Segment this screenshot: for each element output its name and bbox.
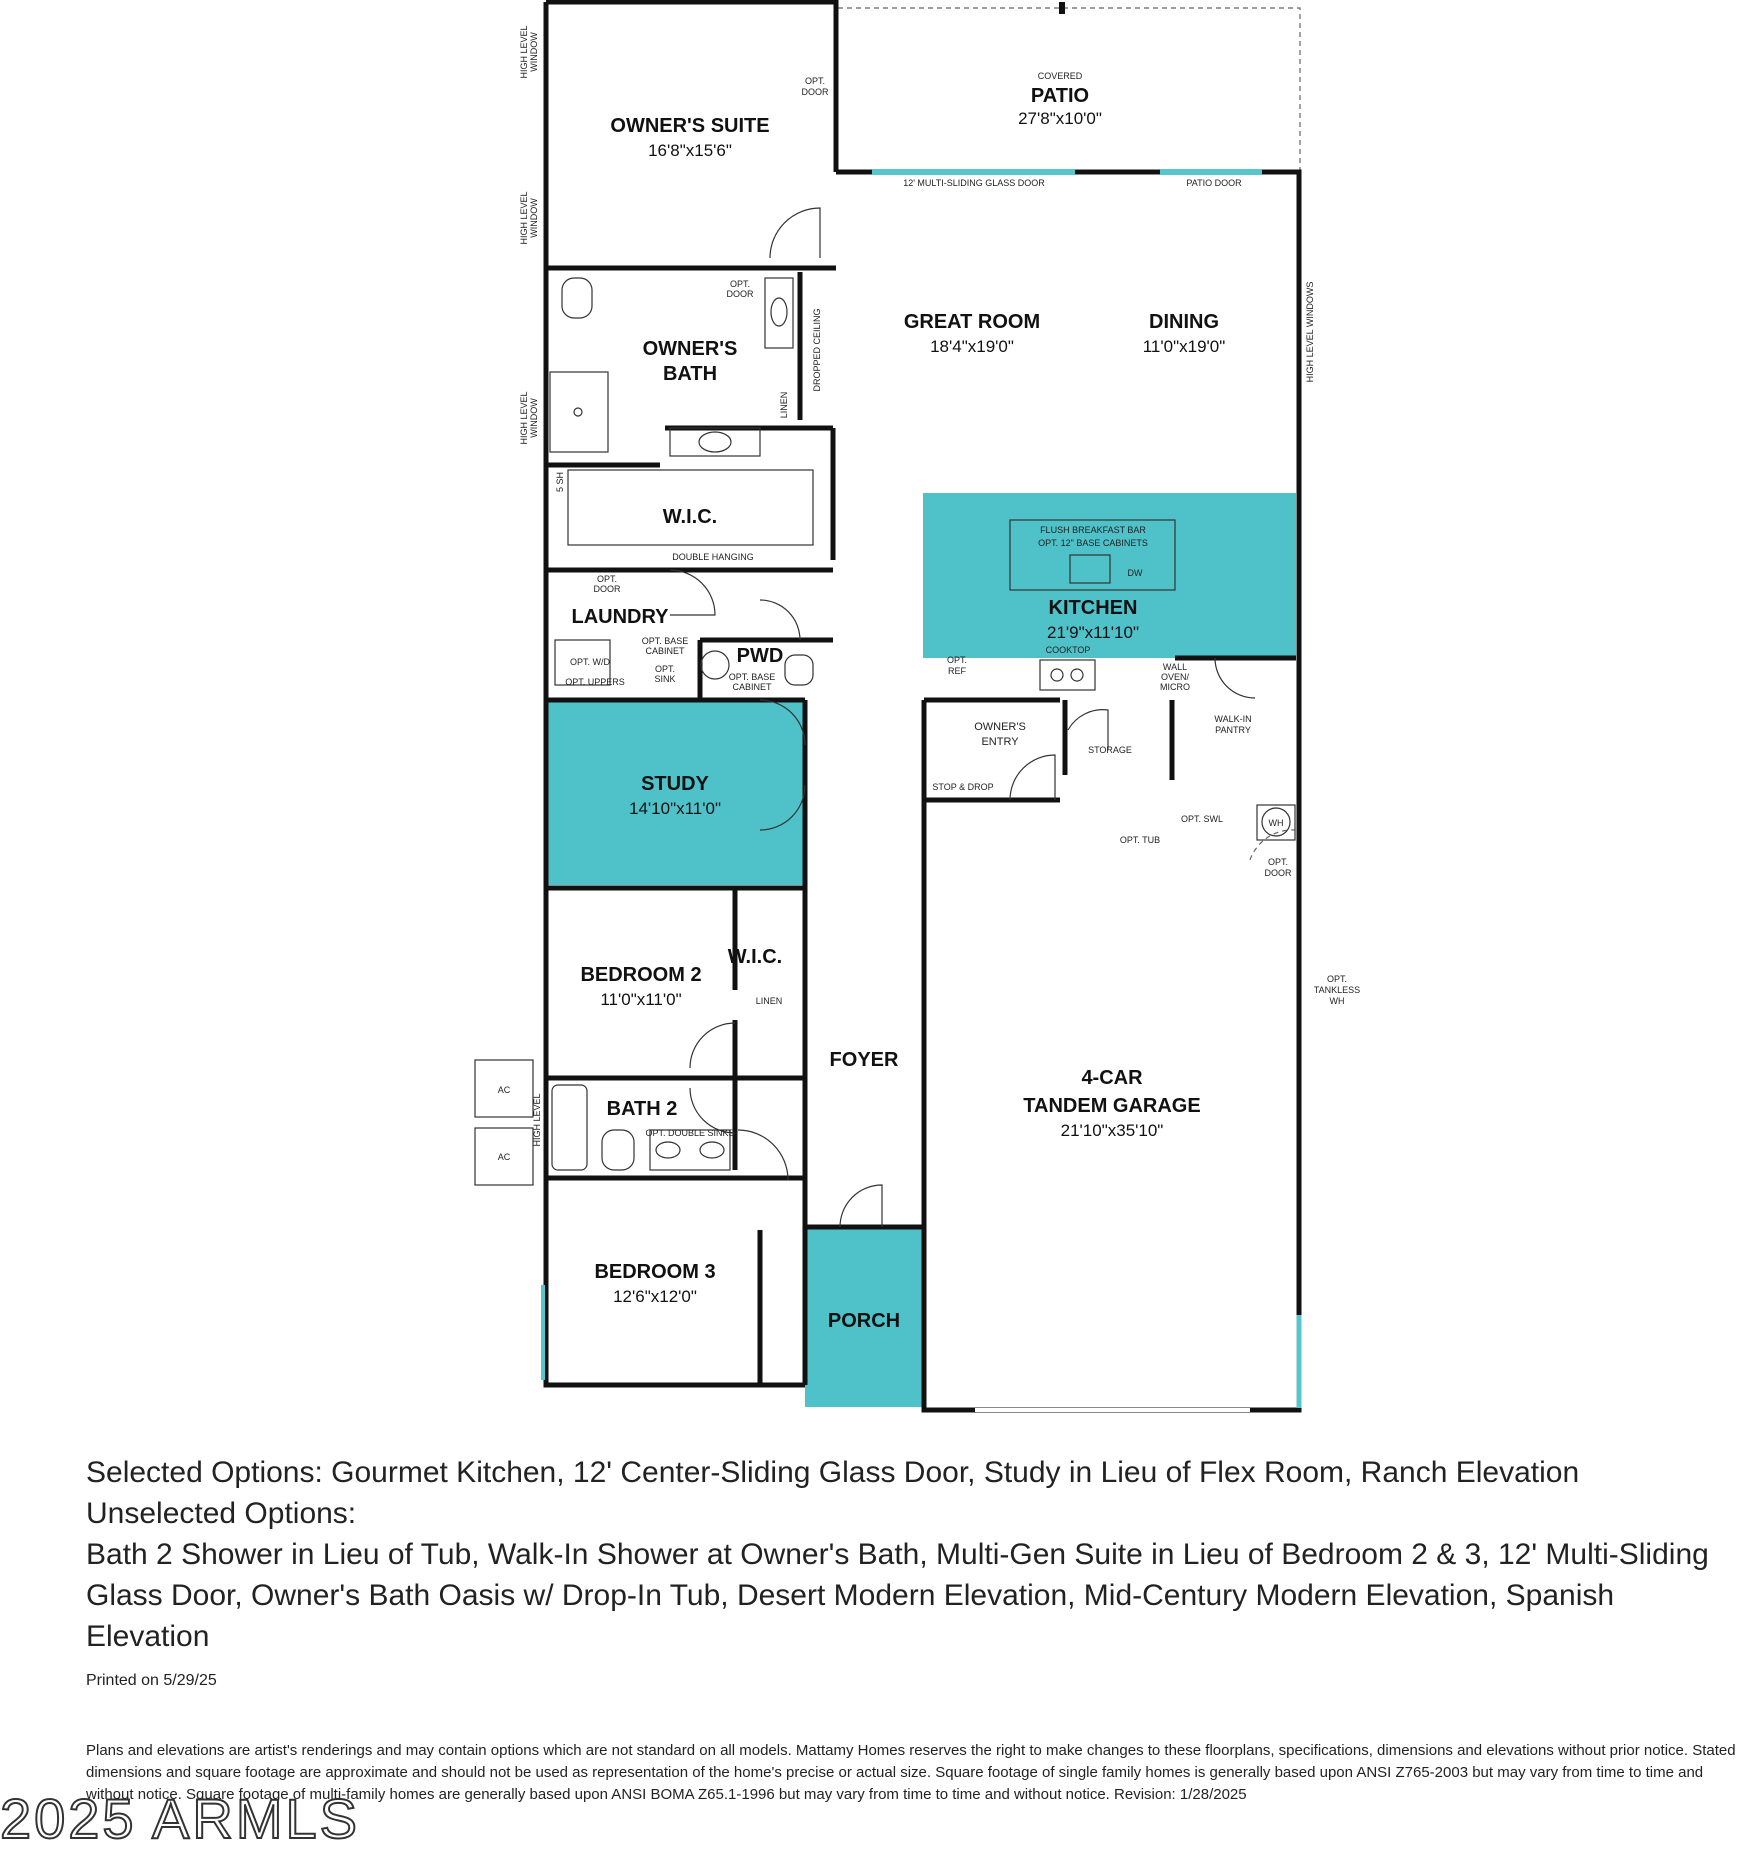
owners-bath-label-2: BATH xyxy=(662,363,718,385)
wall-oven-2: OVEN/ xyxy=(1160,672,1190,682)
pwd-label: PWD xyxy=(736,645,784,667)
printed-date: Printed on 5/29/25 xyxy=(86,1672,217,1689)
bedroom2-label: BEDROOM 2 xyxy=(580,964,702,986)
opt-sink-2: SINK xyxy=(654,674,676,684)
patio-label: PATIO xyxy=(1030,85,1090,107)
multi-sliding-label: 12' MULTI-SLIDING GLASS DOOR xyxy=(903,178,1045,188)
patio-pre-label: COVERED xyxy=(1037,71,1083,81)
opt-door-4a: OPT. xyxy=(1267,857,1289,867)
hlw-1b: WINDOW xyxy=(529,32,539,72)
laundry-label: LAUNDRY xyxy=(571,606,669,628)
study-label: STUDY xyxy=(641,773,709,795)
tankless-1: OPT. xyxy=(1326,974,1348,984)
storage-label: STORAGE xyxy=(1088,745,1132,755)
great-room-dim: 18'4"x19'0" xyxy=(930,337,1014,356)
hlw-3a: HIGH LEVEL xyxy=(519,391,529,445)
opt-door-2b: DOOR xyxy=(726,289,754,299)
wall-oven-1: WALL xyxy=(1162,662,1188,672)
wic2-label: W.I.C. xyxy=(727,946,783,968)
study-dim: 14'10"x11'0" xyxy=(629,799,721,818)
porch-label: PORCH xyxy=(827,1310,901,1332)
pwd-cab-1: OPT. BASE xyxy=(728,672,776,682)
owners-entry-1: OWNER'S xyxy=(974,721,1026,733)
laundry-cab-1: OPT. BASE xyxy=(641,636,689,646)
walkin-pantry-1: WALK-IN xyxy=(1214,714,1252,724)
unselected-options: Bath 2 Shower in Lieu of Tub, Walk-In Shower at Owner's Bath, Multi-Gen Suite in Lieu of Bedroom 2 & 3, 12' Multi-Sliding Glass Door, Owner's Bath Oasis w/ Drop-In Tub, Desert Modern Elevation, Mid-Century Modern Elevation, Spanish Elevation xyxy=(86,1538,1709,1653)
opt-wd-label: OPT. W/D xyxy=(570,657,610,667)
great-room-label: GREAT ROOM xyxy=(903,311,1041,333)
patio-door-label: PATIO DOOR xyxy=(1186,178,1242,188)
opt-sink-1: OPT. xyxy=(654,664,676,674)
bedroom3-label: BEDROOM 3 xyxy=(594,1261,716,1283)
owners-suite-label: OWNER'S SUITE xyxy=(610,115,770,137)
cooktop-label: COOKTOP xyxy=(1045,645,1091,655)
patio-dim: 27'8"x10'0" xyxy=(1018,109,1102,128)
dropped-ceiling-label: DROPPED CEILING xyxy=(812,308,822,392)
hlw-bath2: HIGH LEVEL xyxy=(532,1093,542,1147)
stop-drop-label: STOP & DROP xyxy=(932,782,994,792)
opt-door-1a: OPT. xyxy=(804,76,826,86)
opt-double-sinks: OPT. DOUBLE SINKS xyxy=(645,1128,735,1138)
wic-label: W.I.C. xyxy=(662,506,718,528)
wh-label: WH xyxy=(1268,818,1284,828)
opt-uppers-label: OPT. UPPERS xyxy=(565,677,625,687)
selected-options: Selected Options: Gourmet Kitchen, 12' Center-Sliding Glass Door, Study in Lieu of Flex Room, Ranch Elevation xyxy=(86,1456,1580,1489)
garage-label-2: TANDEM GARAGE xyxy=(1023,1095,1201,1117)
kitchen-label: KITCHEN xyxy=(1048,597,1138,619)
opt-ref-2: REF xyxy=(948,666,966,676)
laundry-cab-2: CABINET xyxy=(645,646,685,656)
disclaimer: Plans and elevations are artist's renderings and may contain options which are not standard on all models. Mattamy Homes reserves the right to make changes to these floorplans, specifications, dimensions and elevations without prior notice. Stated dimensions and square footage are approximate and should not be used as representation of the home's precise or actual size. Square footage of single family homes is generally based upon ANSI Z765-2003 but may vary from time to time and without notice. Square footage of multi-family homes are generally based upon ANSI BOMA Z65.1-1996 but may vary from time to time and without notice. Revision: 1/28/2025 xyxy=(86,1742,1736,1803)
hlw-2b: WINDOW xyxy=(529,198,539,238)
opt-door-3a: OPT. xyxy=(596,574,618,584)
tankless-3: WH xyxy=(1329,996,1345,1006)
bedroom3-dim: 12'6"x12'0" xyxy=(613,1287,697,1306)
opt-tub-label: OPT. TUB xyxy=(1119,835,1161,845)
ac-label-1: AC xyxy=(497,1085,511,1095)
owners-entry-2: ENTRY xyxy=(981,736,1019,748)
dw-label: DW xyxy=(1127,568,1143,578)
tankless-2: TANKLESS xyxy=(1313,985,1361,995)
hlw-3b: WINDOW xyxy=(529,398,539,438)
garage-label-1: 4-CAR xyxy=(1081,1067,1143,1089)
unselected-options-label: Unselected Options: xyxy=(86,1497,357,1530)
opt-door-3b: DOOR xyxy=(593,584,621,594)
hlw-2a: HIGH LEVEL xyxy=(519,191,529,245)
bedroom2-dim: 11'0"x11'0" xyxy=(600,990,682,1009)
options-notes xyxy=(86,1452,1726,1657)
opt-door-4b: DOOR xyxy=(1264,868,1292,878)
kitchen-dim: 21'9"x11'10" xyxy=(1047,623,1139,642)
opt-swl-label: OPT. SWL xyxy=(1180,814,1224,824)
opt-12-cab-label: OPT. 12" BASE CABINETS xyxy=(1038,538,1148,548)
opt-ref-1: OPT. xyxy=(946,655,968,665)
owners-suite-dim: 16'8"x15'6" xyxy=(648,141,732,160)
linen-label-2: LINEN xyxy=(755,996,783,1006)
dining-dim: 11'0"x19'0" xyxy=(1142,337,1226,356)
garage-dim: 21'10"x35'10" xyxy=(1060,1121,1164,1140)
flush-bar-label: FLUSH BREAKFAST BAR xyxy=(1040,525,1146,535)
walkin-pantry-2: PANTRY xyxy=(1215,725,1251,735)
wall-oven-3: MICRO xyxy=(1160,682,1190,692)
watermark: 2025 ARMLS xyxy=(0,1787,360,1850)
bath2-label: BATH 2 xyxy=(606,1098,678,1120)
ac-label-2: AC xyxy=(497,1152,511,1162)
hlw-1a: HIGH LEVEL xyxy=(519,25,529,79)
hlw-right: HIGH LEVEL WINDOWS xyxy=(1305,281,1315,383)
linen-label-1: LINEN xyxy=(779,391,789,419)
opt-door-2a: OPT. xyxy=(729,279,751,289)
double-hanging-label: DOUBLE HANGING xyxy=(672,552,754,562)
sh-label: 5 SH xyxy=(555,471,565,493)
dining-label: DINING xyxy=(1149,311,1219,333)
owners-bath-label-1: OWNER'S xyxy=(642,338,738,360)
foyer-label: FOYER xyxy=(829,1049,899,1071)
opt-door-1b: DOOR xyxy=(801,87,829,97)
pwd-cab-2: CABINET xyxy=(732,682,772,692)
